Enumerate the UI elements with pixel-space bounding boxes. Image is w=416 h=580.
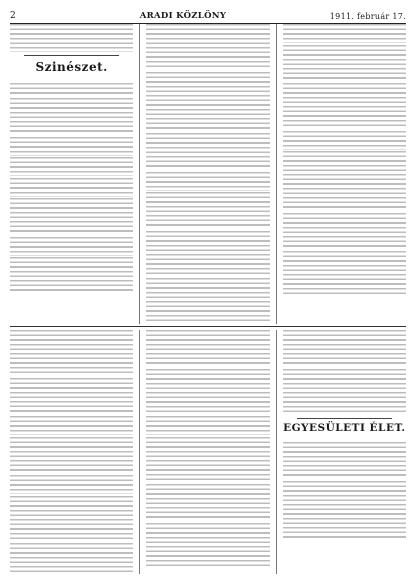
separator <box>297 418 392 419</box>
article-paragraph <box>10 543 133 574</box>
article-paragraph <box>10 378 133 415</box>
article-paragraph <box>146 437 269 483</box>
article-paragraph <box>10 496 133 542</box>
article-paragraph <box>10 198 133 235</box>
article-paragraph <box>146 369 269 415</box>
article-paragraph <box>283 330 406 367</box>
article-paragraph <box>10 257 133 294</box>
article-paragraph <box>10 24 133 52</box>
upper-column-1 <box>10 24 133 324</box>
article-paragraph <box>146 192 269 229</box>
section-title-theatre: Szinészet. <box>35 60 108 74</box>
article-paragraph <box>10 137 133 156</box>
newspaper-title: ARADI KÖZLÖNY <box>139 11 227 21</box>
column-rule <box>276 330 277 574</box>
article-paragraph <box>283 481 406 541</box>
lower-column-1 <box>10 330 133 574</box>
column-rule <box>139 330 140 574</box>
article-paragraph <box>146 72 269 132</box>
article-paragraph <box>146 330 269 367</box>
article-paragraph <box>283 45 406 82</box>
article-paragraph <box>283 442 406 479</box>
article-paragraph <box>146 24 269 70</box>
article-paragraph <box>146 231 269 277</box>
lower-column-3 <box>283 330 406 574</box>
article-paragraph <box>283 251 406 297</box>
lower-article-area <box>10 330 406 574</box>
article-paragraph <box>146 133 269 170</box>
article-paragraph <box>146 484 269 521</box>
article-paragraph <box>10 178 133 197</box>
article-paragraph <box>10 237 133 256</box>
section-title-society: EGYESÜLETI ÉLET. <box>283 421 406 434</box>
article-paragraph <box>146 416 269 435</box>
article-paragraph <box>10 475 133 494</box>
section-subtitle <box>283 435 406 440</box>
article-paragraph <box>10 416 133 435</box>
upper-article-area <box>10 24 406 324</box>
section-subtitle <box>10 75 133 80</box>
upper-column-3 <box>283 24 406 324</box>
column-rule <box>139 24 140 324</box>
separator <box>24 55 119 56</box>
article-paragraph <box>283 369 406 415</box>
lower-column-2 <box>146 330 269 574</box>
article-paragraph <box>146 172 269 191</box>
article-paragraph <box>10 437 133 474</box>
masthead <box>10 7 406 24</box>
issue-date: 1911. február 17. <box>329 12 406 21</box>
article-paragraph <box>146 523 269 569</box>
upper-column-2 <box>146 24 269 324</box>
article-paragraph <box>10 98 133 135</box>
article-paragraph <box>10 157 133 176</box>
article-paragraph <box>283 24 406 43</box>
column-rule <box>276 24 277 324</box>
article-paragraph <box>283 131 406 150</box>
article-paragraph <box>10 330 133 376</box>
article-paragraph <box>283 151 406 211</box>
page-number: 2 <box>10 11 17 21</box>
section-rule <box>10 326 406 327</box>
article-paragraph <box>283 83 406 129</box>
article-paragraph <box>10 83 133 97</box>
article-paragraph <box>146 278 269 324</box>
article-paragraph <box>283 213 406 250</box>
